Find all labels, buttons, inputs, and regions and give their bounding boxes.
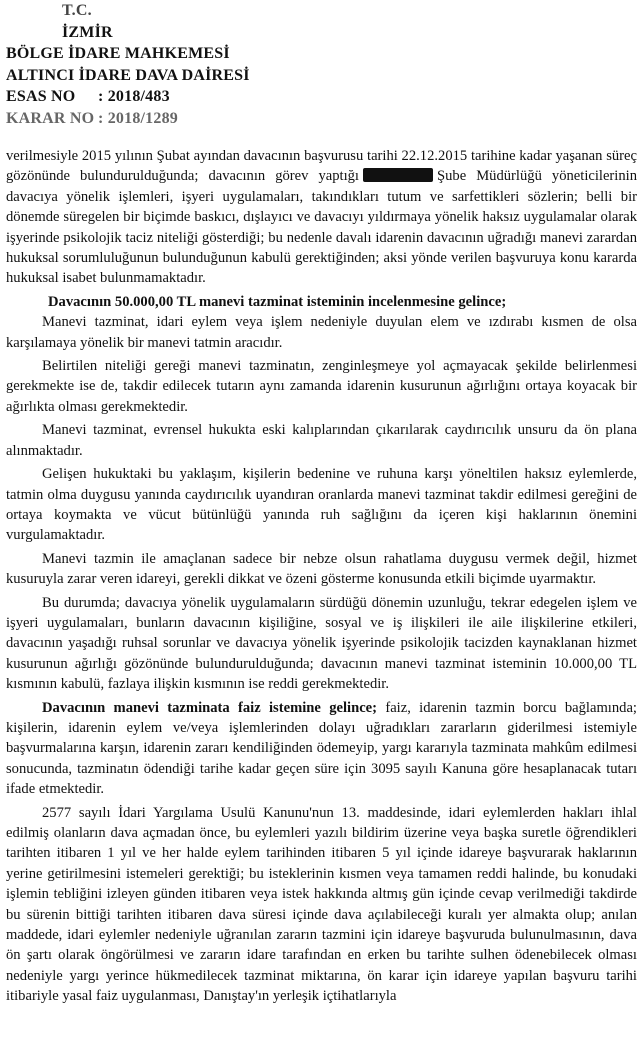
paragraph-4: Manevi tazminat, evrensel hukukta eski kalıplarından çıkarılarak caydırıcılık unsuru da ön plana alınmaktadır. [6, 422, 637, 459]
paragraph-8 [6, 698, 637, 800]
paragraph-5: Gelişen hukuktaki bu yaklaşım, kişilerin bedenine ve ruhuna karşı yöneltilen haksız eylemlerde, tatmin olma duygusu yanında caydırıcılık uyandıran oranlarda manevi tazminat takdir edilmesi gereğini de ortaya koymakta ve vücut bütünlüğü yanında ruh sağlığını da içeren kişi haklarının önemini vurgulamaktadır. [6, 466, 637, 544]
paragraph-9: 2577 sayılı İdari Yargılama Usulü Kanunu'nun 13. maddesinde, idari eylemlerden hakları ihlal edilmiş olanların dava açmadan önce, bu eylemleri yazılı bildirim üzerine veya başka suretle öğrendikleri tarihten itibaren 1 yıl ve her halde eylem tarihinden itibaren 5 yıl içinde idareye başvurarak haklarının yerine getirilmesini istemeleri gerektiği; bu isteklerinin kısmen veya tamamen reddi halinde, bu konudaki işlemin tebliğini izleyen günden itibaren veya istek hakkında altmış gün içinde cevap verilmediği takdirde bu sürenin bittiği tarihten itibaren dava süresi içinde dava açılabileceği kuralı yer almakta olup; anılan maddede, idari eylemler nedeniyle uğranılan zararın tazmini için idareye başvuruda bulunulmasının, dava ön şartı olarak öngörülmesi ve zararın idare tarafından en erken bu tarihte sulhen ödenebilecek olması nedeniyle yargı yerince hükmedilecek tazminat miktarına, ön karar için idareye yapılan başvuru tarihi itibariyle yasal faiz uygulanması, Danıştay'ın yerleşik içtihatlarıyla [6, 804, 637, 1005]
court-header [6, 0, 250, 129]
paragraph-8-bold: Davacının manevi tazminata faiz istemine gelince; [42, 699, 378, 716]
karar-line [6, 108, 250, 130]
paragraph-7: Bu durumda; davacıya yönelik uygulamaların sürdüğü dönemin uzunluğu, tekrar edegelen işlem ve işyeri uygulamaları, bunların davacının kişiliğine, sosyal ve iş ilişkileri ile aile ilişkilerine etkileri, davacının yaşadığı ruhsal sorunlar ve davacıya yönelik işyerinde psikolojik tacizden kaynaklanan hizmet kusurunun ağırlığı gözönünde bulundurulduğunda; davacının manevi tazminat isteminin 10.000,00 TL kısmının kabulü, fazlaya ilişkin kısmının ise reddi gerekmektedir. [6, 594, 637, 693]
section-heading-tazminat: Davacının 50.000,00 TL manevi tazminat isteminin incelenmesine gelince; [48, 293, 507, 310]
header-city: İZMİR [62, 23, 113, 41]
paragraph-1-before: verilmesiyle 2015 yılının Şubat ayından davacının başvurusu tarihi 22.12.2015 tarihine kadar yaşanan süreç gözönünde bulundurulduğunda; davacının görev yaptığı [6, 148, 637, 185]
header-tc: T.C. [62, 2, 92, 19]
esas-line [6, 86, 250, 108]
redaction-box [363, 168, 433, 182]
karar-label: KARAR NO [6, 109, 95, 127]
document-body [6, 146, 637, 1007]
esas-value: : 2018/483 [98, 88, 170, 105]
paragraph-3: Belirtilen niteliği gereği manevi tazminatın, zenginleşmeye yol açmayacak şekilde belirlenmesi gerekmekte ise de, takdir edilecek tutarın aynı zamanda idarenin kusurunun ağırlığını ortaya koyacak bir ağırlıkta olması gerekmektedir. [6, 358, 637, 415]
paragraph-2: Manevi tazminat, idari eylem veya işlem nedeniyle duyulan elem ve ızdırabı kısmen de olsa karşılamaya yönelik bir manevi tatmin aracıdır. [6, 314, 637, 351]
karar-value: : 2018/1289 [98, 109, 178, 127]
header-chamber: ALTINCI İDARE DAVA DAİRESİ [6, 66, 250, 84]
header-court: BÖLGE İDARE MAHKEMESİ [6, 45, 230, 62]
paragraph-1-after: Şube Müdürlüğü yöneticilerinin davacıya yönelik işlemleri, işyeri uygulamaları, takındıkları tutum ve sarfettikleri sözlerin; belli bir dönemde süregelen bir biçimde baskıcı, dışlayıcı ve davacıyı yıldırmaya yönelik haksız uygulamalar olarak işyerinde psikolojik taciz niteliği gösterdiği; bu nedenle davalı idarenin davacının uğradığı manevi zarardan hukuksal sorumluluğunun bulunduğunun kabulü gerektiğinden; aksi yönde verilen başvuruya konu kararda hukuksal isabet bulunmamaktadır. [6, 168, 637, 287]
paragraph-1 [6, 146, 637, 289]
paragraph-8-rest: faiz, idarenin tazmin borcu bağlamında; kişilerin, idarenin eylem ve/veya işlemlerinden dolayı uğradıkları zararların giderilmesi istemiyle başvurmalarına karşın, idarenin zararı kendiliğinden ödemeyip, yargı kararıyla tazminata mahkûm edilmesi sonucunda, tazminatın ödendiği tarihe kadar geçen süre için 3095 sayılı Kanuna göre hesaplanacak tutarı ifade etmektedir. [6, 699, 637, 798]
esas-label: ESAS NO [6, 88, 76, 105]
paragraph-6: Manevi tazmin ile amaçlanan sadece bir nebze olsun rahatlama duygusu vermek değil, hizmet kusuruyla zarar veren idareyi, gerekli dikkat ve özeni gösterme konusunda etkili biçimde uyarmaktır. [6, 550, 637, 588]
